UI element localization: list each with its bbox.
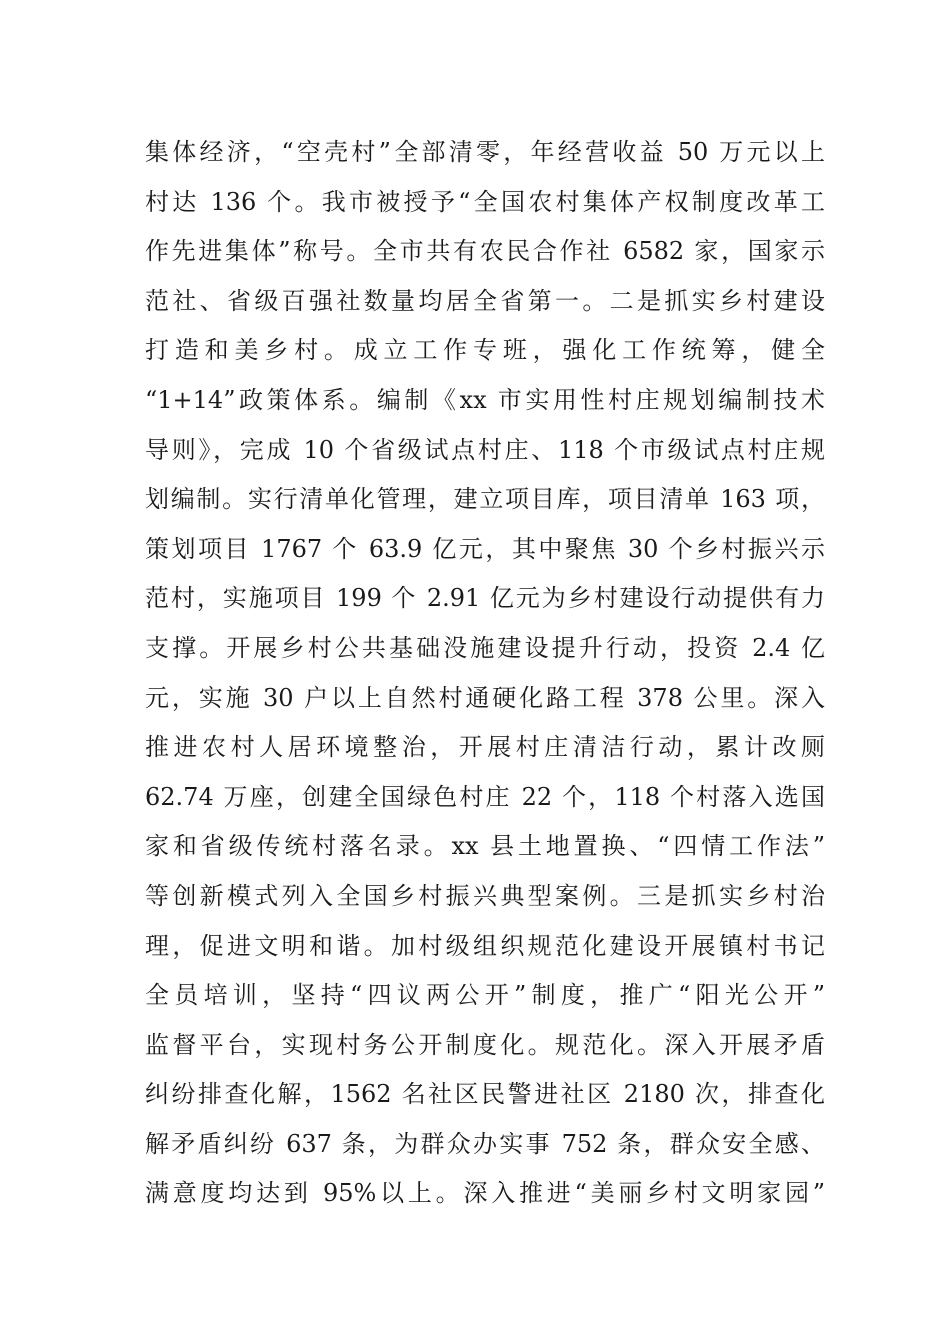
text-line: 家和省级传统村落名录。xx 县土地置换、“四情工作法”: [145, 832, 825, 861]
text-line: 打造和美乡村。成立工作专班，强化工作统筹，健全: [145, 336, 825, 365]
text-line: 作先进集体”称号。全市共有农民合作社 6582 家，国家示: [145, 237, 825, 266]
text-line: 划编制。实行清单化管理，建立项目库，项目清单 163 项，: [145, 485, 825, 514]
text-line: 推进农村人居环境整治，开展村庄清洁行动，累计改厕: [145, 733, 825, 762]
text-line: 元，实施 30 户以上自然村通硬化路工程 378 公里。深入: [145, 683, 825, 712]
text-line: 解矛盾纠纷 637 条，为群众办实事 752 条，群众安全感、: [145, 1129, 825, 1158]
text-line: 满意度均达到 95%以上。深入推进“美丽乡村文明家园”: [145, 1179, 825, 1208]
text-line: 导则》，完成 10 个省级试点村庄、118 个市级试点村庄规: [145, 435, 825, 464]
body-text: [145, 128, 825, 1219]
text-line: 理，促进文明和谐。加村级组织规范化建设开展镇村书记: [145, 931, 825, 960]
text-line: 范村，实施项目 199 个 2.91 亿元为乡村建设行动提供有力: [145, 584, 825, 613]
text-line: 全员培训，坚持“四议两公开”制度，推广“阳光公开”: [145, 981, 825, 1010]
text-line: 支撑。开展乡村公共基础没施建设提升行动，投资 2.4 亿: [145, 633, 825, 662]
text-line: 等创新模式列入全国乡村振兴典型案例。三是抓实乡村治: [145, 881, 825, 910]
text-line: 策划项目 1767 个 63.9 亿元，其中聚焦 30 个乡村振兴示: [145, 534, 825, 563]
text-line: “1+14”政策体系。编制《xx 市实用性村庄规划编制技术: [145, 385, 825, 414]
text-line: 62.74 万座，创建全国绿色村庄 22 个，118 个村落入选国: [145, 782, 825, 811]
text-line: 范社、省级百强社数量均居全省第一。二是抓实乡村建设: [145, 286, 825, 315]
text-line: 纠纷排查化解，1562 名社区民警进社区 2180 次，排查化: [145, 1080, 825, 1109]
text-line: 集体经济，“空壳村”全部清零，年经营收益 50 万元以上: [145, 138, 825, 166]
text-line: 村达 136 个。我市被授予“全国农村集体产权制度改革工: [145, 187, 825, 216]
text-line: 监督平台，实现村务公开制度化。规范化。深入开展矛盾: [145, 1030, 825, 1059]
